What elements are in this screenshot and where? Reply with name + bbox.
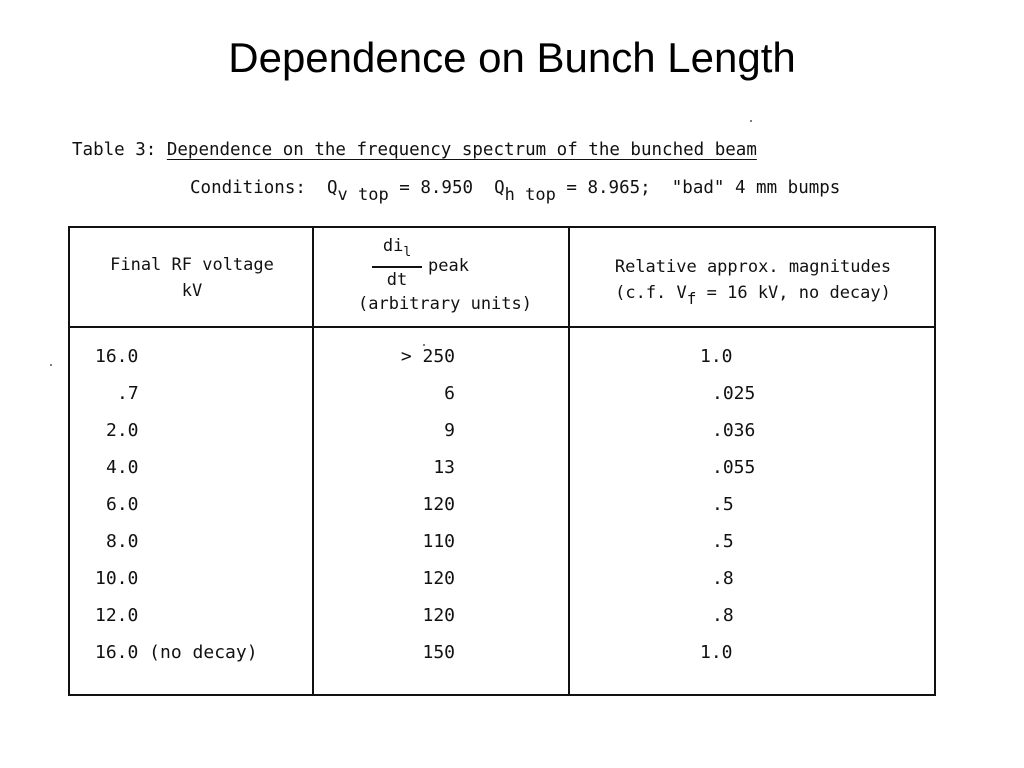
- cell-peak: 120: [422, 605, 455, 626]
- column-header-magnitude-line1: Relative approx. magnitudes: [614, 257, 892, 277]
- cell-magnitude: .8: [712, 568, 734, 589]
- qv-value: = 8.950: [399, 178, 474, 198]
- qv-subscript: v top: [337, 185, 389, 205]
- cell-voltage: 4.0: [106, 457, 139, 478]
- column-header-magnitude-line2: [570, 280, 936, 306]
- column-header-peak-units: (arbitrary units): [358, 294, 532, 314]
- derivative-denominator: dt: [386, 270, 408, 290]
- magnitude-ref-post: = 16 kV, no decay): [696, 283, 891, 303]
- table-row: [70, 568, 934, 605]
- qh-value: = 8.965;: [566, 178, 651, 198]
- header-divider: [70, 326, 934, 328]
- derivative-numerator-text: di: [382, 236, 404, 256]
- cell-peak: 120: [422, 494, 455, 515]
- cell-peak: 120: [422, 568, 455, 589]
- table-caption: [72, 140, 757, 160]
- scan-speck: [750, 120, 752, 122]
- qh-symbol: Q: [494, 178, 505, 198]
- scan-speck: [50, 364, 52, 366]
- table-row: [70, 605, 934, 642]
- table-row: [70, 346, 934, 383]
- derivative-numerator: [372, 236, 422, 260]
- cell-magnitude: 1.0: [700, 346, 733, 367]
- column-header-voltage-unit: kV: [181, 281, 203, 301]
- data-table: [68, 226, 936, 696]
- cell-voltage: 6.0: [106, 494, 139, 515]
- cell-magnitude: .5: [712, 531, 734, 552]
- cell-peak: 13: [433, 457, 455, 478]
- cell-voltage: 16.0: [95, 346, 139, 367]
- magnitude-ref-subscript: f: [686, 289, 697, 308]
- table-label: Table 3:: [72, 140, 157, 160]
- cell-peak: 110: [422, 531, 455, 552]
- scan-speck: [423, 344, 425, 346]
- cell-peak: 6: [444, 383, 455, 404]
- cell-voltage: 8.0: [106, 531, 139, 552]
- table-row: [70, 420, 934, 457]
- slide-title: Dependence on Bunch Length: [228, 34, 796, 81]
- table-row: [70, 531, 934, 568]
- cell-magnitude: .8: [712, 605, 734, 626]
- magnitude-ref-pre: (c.f. V: [615, 283, 687, 303]
- cell-voltage: 12.0: [95, 605, 139, 626]
- cell-voltage: 2.0: [106, 420, 139, 441]
- cell-peak: 9: [444, 420, 455, 441]
- column-header-voltage: [70, 252, 314, 304]
- column-header-magnitude: [570, 254, 936, 306]
- cell-magnitude: 1.0: [700, 642, 733, 663]
- column-header-voltage-line1: Final RF voltage: [110, 255, 274, 275]
- table-body: [70, 346, 934, 679]
- cell-voltage: 16.0 (no decay): [95, 642, 258, 663]
- cell-magnitude: .025: [712, 383, 756, 404]
- qh-subscript: h top: [504, 185, 556, 205]
- bumps-note: "bad" 4 mm bumps: [671, 178, 841, 198]
- column-header-peak: [320, 234, 570, 324]
- table-conditions: [190, 178, 841, 205]
- table-row: [70, 494, 934, 531]
- table-row: [70, 383, 934, 420]
- cell-voltage: 10.0: [95, 568, 139, 589]
- derivative-numerator-subscript: l: [403, 245, 412, 260]
- table-title: Dependence on the frequency spectrum of the bunched beam: [166, 140, 757, 160]
- cell-voltage: .7: [117, 383, 139, 404]
- cell-magnitude: .055: [712, 457, 756, 478]
- table-row: [70, 457, 934, 494]
- cell-magnitude: .036: [712, 420, 756, 441]
- cell-peak: > 250: [400, 346, 455, 367]
- qv-symbol: Q: [326, 178, 338, 198]
- column-header-peak-suffix: peak: [428, 256, 469, 276]
- fraction-bar: [372, 266, 422, 268]
- table-row: [70, 642, 934, 679]
- cell-magnitude: .5: [712, 494, 734, 515]
- cell-peak: 150: [422, 642, 455, 663]
- conditions-label: Conditions:: [190, 178, 306, 198]
